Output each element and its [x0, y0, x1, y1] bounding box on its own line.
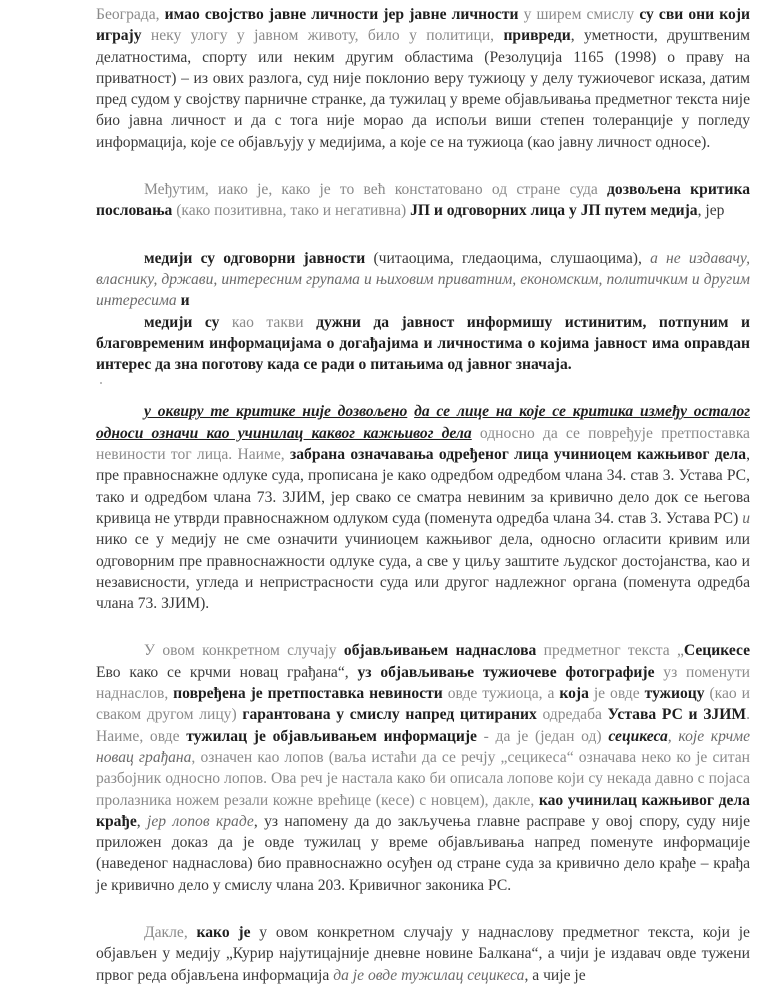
text-run: као такви [219, 313, 317, 331]
text-run: овде тужиоца, а [442, 685, 560, 703]
text-run: Ево како се крчми новац грађана“, [96, 663, 358, 681]
text-run: како је [196, 923, 251, 941]
text-run: дужни да јавност информишу истинитим, потпуним и благовременим информацијама о догађајима и личностима о којима јавност има оправдан интерес да зна поготову када се ради о питањима од јавног значаја. [96, 313, 750, 374]
text-run: - да је (један од) [476, 727, 609, 745]
text-run: тужилац је објављивањем информације [186, 727, 477, 745]
text-run: су сви они који играју [96, 6, 750, 45]
text-run: дозвољена критика пословања [96, 181, 750, 220]
text-run: повређена је претпоставка невиности [173, 685, 443, 703]
text-run: ЈП и одговорних лица у ЈП путем медија [410, 202, 698, 220]
text-run: одредаба [536, 706, 608, 724]
text-run: у ширем смислу [518, 6, 640, 23]
paragraph-criticism-allowed [96, 179, 750, 222]
text-run: , уз напомену да до закључења главне расправе у овој спору, суду није приложен доказ да је овде тужилац у време објављивања напред поменуте информације (наведеног наднаслова) био правноснажно осуђен од стране суда за кривично дело крађе – крађа је кривично дело у смислу члана 203. Кривичног законика РС. [96, 812, 750, 894]
text-run: , које крчме новац грађана [96, 727, 750, 766]
text-run: , означен као лопов (ваља истаћи да се речју „сецикеса“ означава неко ко је ситан разбојник односно лопов. Ова реч је настала како би описала лопове који су некада давно с појаса пролазника ножем резали кожне врећице (кесе) с новцем), дакле, [96, 748, 750, 809]
text-run: неку улогу у јавном животу, било у политици, [141, 27, 504, 45]
text-run: (како позитивна, тако и негативна) [172, 202, 411, 220]
text-run: која [559, 685, 589, 703]
paragraph-media-responsible [96, 248, 750, 312]
text-run: Сецикесе [683, 642, 751, 660]
text-run: имао својство јавне личности јер јавне личности [164, 6, 519, 23]
text-run: , а чије је [524, 966, 586, 984]
text-run: нико се у медију не сме означити учиниоцем кажњивог дела, односно огласити кривим или одговорним пре правноснажности одлуке суда, а све у циљу заштите људског достојанства, као и независности, угледа и непристрасности суда или другог надлежног органа (поменута одредба члана 73. ЗЈИМ). [96, 531, 750, 613]
text-run: предметног текста „ [536, 642, 684, 660]
text-run: , [136, 812, 148, 830]
text-run: уз објављивање тужиочеве фотографије [357, 663, 655, 681]
paragraph-public-figure [96, 4, 750, 153]
text-run: у овом конкретном случају у наднаслову предметног текста, који је објављен у медију „Курир најутицајније дневне новине Балкана“, а чији је издавач овде тужени првог реда објављена информација [96, 923, 750, 984]
text-run: и [176, 292, 190, 310]
text-run: сецикеса [608, 727, 668, 745]
text-run: да се лице на које се критика између осталог односи означи као учинилац каквог кажњивог дела [96, 403, 751, 442]
text-run: , јер [697, 202, 725, 220]
paragraph-media-duty [96, 312, 750, 376]
text-run: је овде [588, 685, 645, 703]
text-run: Дакле, [144, 923, 197, 941]
text-run: (као и сваком другом лицу) [96, 685, 750, 724]
text-run: привреди [503, 27, 571, 45]
text-run: Устава РС и ЗЈИМ [607, 706, 747, 724]
text-run: У овом конкретном случају [144, 642, 344, 660]
text-run: и [742, 509, 750, 527]
text-run: . Наиме, овде [96, 706, 750, 745]
text-run: гарантована у смислу напред цитираних [242, 706, 537, 724]
text-run: као учинилац кажњивог дела крађе [96, 791, 750, 830]
document-page [96, 4, 750, 986]
text-run: Београда, [96, 6, 165, 23]
text-run: а не издавачу, власнику, држави, интересним групама и њиховим приватним, економским, политичким и другим интересима [96, 249, 750, 310]
paragraph-presumption-of-innocence [96, 401, 750, 614]
text-run: (читаоцима, гледаоцима, слушаоцима), [365, 249, 651, 267]
text-run: да је овде тужилац сецикеса [333, 966, 525, 984]
text-run: , пре правноснажне одлуке суда, прописана је како одредбом одредбом члана 34. став 3. Устава РС, тако и одредбом члана 73. ЗЈИМ, јер свако се сматра невиним за кривично дело док се његова кривица не утврди правноснажном одлуком суда (поменута одредба члана 34. став 3. Устава РС) [96, 446, 750, 527]
paragraph-conclusion [96, 922, 750, 986]
text-run: јер лопов краде [147, 812, 254, 830]
text-run: , уметности, друштвеним делатностима, спорту или неким другим областима (Резолуција 1165 (1998) о праву на приватност) – из ових разлога, суд није поклонио веру тужиоцу у делу тужиочевог исказа, датим пред судом у својству парничне странке, да тужилац у време објављивања предметног текста није био јавна личност и да с тога није морао да испољи виши степен толеранције у погледу информација, које се објављују у медијима, а које се на тужиоца (као јавну личност односе). [96, 27, 750, 151]
text-run: у оквиру те критике није дозвољено [144, 403, 408, 421]
text-run: Међутим, иако је, како је то већ констатовано од стране суда [144, 181, 608, 199]
text-run: забрана означавања одређеног лица учиниоцем кажњивог дела [289, 446, 747, 464]
text-run: тужиоцу [644, 685, 705, 703]
text-run: уз поменути наднаслов, [96, 663, 750, 703]
scan-speck [100, 382, 102, 384]
text-run: односно да се повређује претпоставка невиности тог лица. Наиме, [96, 424, 750, 464]
text-run: медији су [144, 313, 220, 331]
text-run: објављивањем наднаслова [343, 642, 537, 660]
paragraph-concrete-case [96, 640, 750, 896]
text-run: медији су одговорни јавности [144, 249, 366, 267]
